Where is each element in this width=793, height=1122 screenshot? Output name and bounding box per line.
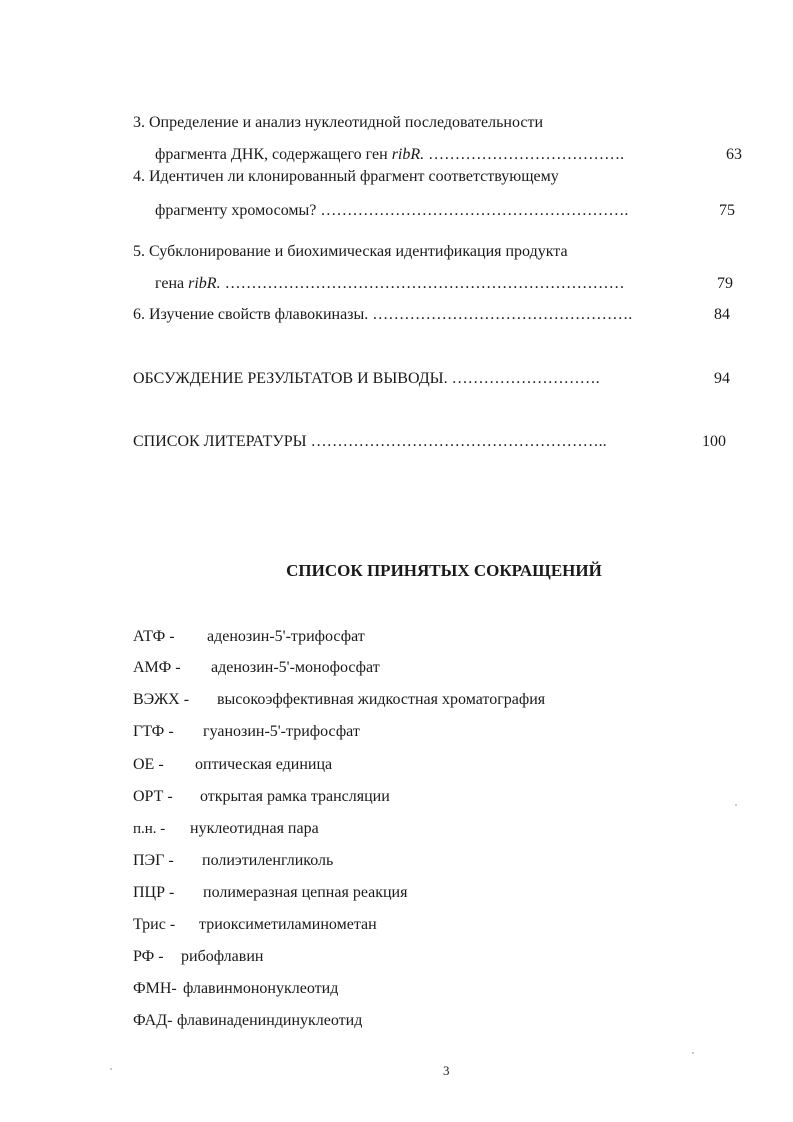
abbr-definition: гуанозин-5'-трифосфат: [203, 723, 360, 740]
abbr-row: [133, 722, 360, 742]
abbr-definition: аденозин-5'-монофосфат: [211, 659, 380, 676]
toc-item-number: 3.: [133, 114, 145, 131]
gene-name: ribR.: [188, 275, 221, 292]
toc-dots: ………………………………………………..: [310, 433, 607, 450]
toc-item-title-cont: фрагмента ДНК, содержащего ген: [155, 146, 392, 163]
toc-page-number: 63: [726, 146, 742, 163]
toc-dots: ………………………………………….: [372, 306, 633, 323]
scan-speck: [692, 1052, 694, 1054]
toc-item-5-line2: [155, 274, 625, 294]
toc-page-number: 94: [714, 370, 730, 387]
toc-dots: …………………………………………………………………: [224, 275, 625, 292]
abbr-row: [133, 1011, 363, 1031]
abbr-row: [133, 787, 390, 807]
abbr-row: [133, 947, 264, 967]
abbr-row: [133, 883, 408, 903]
toc-item-5-line1: [133, 242, 568, 262]
abbr-term: ВЭЖХ -: [133, 691, 190, 708]
abbr-definition: аденозин-5'-трифосфат: [207, 628, 365, 645]
toc-item-title: Идентичен ли клонированный фрагмент соответствующему: [149, 168, 559, 185]
abbr-term: ПЭГ -: [133, 852, 174, 869]
toc-item-6: [133, 305, 632, 325]
toc-page-number: 79: [717, 275, 733, 292]
toc-section-references: [133, 432, 607, 452]
toc-item-4-line1: [133, 167, 559, 187]
toc-dots: ……………………………….: [428, 146, 625, 163]
abbr-definition: высокоэффективная жидкостная хроматография: [217, 691, 546, 708]
abbr-definition: флавинмононуклеотид: [183, 980, 339, 997]
toc-item-title-cont: фрагменту хромосомы?: [155, 202, 317, 219]
toc-item-title: Субклонирование и биохимическая идентификация продукта: [149, 243, 568, 260]
toc-item-3-line1: [133, 113, 543, 133]
page-number: 3: [443, 1063, 450, 1078]
toc-item-3-line2: [155, 145, 624, 165]
scan-speck: [110, 1068, 112, 1070]
abbr-definition: флавинадениндинуклеотид: [177, 1012, 363, 1029]
abbr-row: [133, 658, 380, 678]
abbr-definition: открытая рамка трансляции: [200, 788, 390, 805]
toc-page-number: 75: [719, 202, 735, 219]
toc-page-number: 84: [714, 306, 730, 323]
toc-page-number: 100: [702, 433, 726, 450]
toc-item-title: Определение и анализ нуклеотидной последовательности: [149, 114, 544, 131]
abbr-term: АМФ -: [133, 659, 181, 676]
abbr-term: АТФ -: [133, 628, 175, 645]
toc-item-4-line2: [155, 201, 628, 221]
toc-section-title: ОБСУЖДЕНИЕ РЕЗУЛЬТАТОВ И ВЫВОДЫ.: [133, 370, 448, 387]
toc-dots: ……………………….: [451, 370, 600, 387]
toc-item-number: 6.: [133, 306, 145, 323]
toc-section-title: СПИСОК ЛИТЕРАТУРЫ: [133, 433, 307, 450]
toc-item-number: 5.: [133, 243, 145, 260]
abbr-term: РФ -: [133, 948, 164, 965]
abbr-term: ФАД-: [133, 1012, 173, 1029]
abbr-term: ФМН-: [133, 980, 177, 997]
abbr-definition: нуклеотидная пара: [190, 820, 319, 837]
abbr-term: ГТФ -: [133, 723, 174, 740]
abbr-row: [133, 979, 339, 999]
abbreviations-heading: СПИСОК ПРИНЯТЫХ СОКРАЩЕНИЙ: [286, 561, 602, 580]
toc-item-number: 4.: [133, 168, 145, 185]
toc-dots: ………………………………………………….: [320, 202, 629, 219]
scan-speck: [735, 804, 737, 806]
abbr-row: [133, 627, 365, 647]
abbr-row: [133, 819, 319, 839]
toc-item-title: Изучение свойств флавокиназы.: [149, 306, 369, 323]
abbr-row: [133, 851, 334, 871]
abbr-definition: оптическая единица: [195, 756, 333, 773]
abbr-definition: триоксиметиламинометан: [199, 916, 377, 933]
abbr-term: ОРТ -: [133, 788, 173, 805]
abbr-term: п.н. -: [133, 821, 166, 837]
gene-name: ribR.: [391, 146, 425, 163]
toc-section-discussion: [133, 369, 600, 389]
abbr-term: Трис -: [133, 916, 176, 933]
abbr-definition: полиэтиленгликоль: [202, 852, 334, 869]
abbr-row: [133, 690, 546, 710]
abbr-term: ОЕ -: [133, 756, 164, 773]
abbr-definition: рибофлавин: [181, 948, 264, 965]
abbr-term: ПЦР -: [133, 884, 175, 901]
abbr-row: [133, 915, 377, 935]
toc-item-title-cont: гена: [155, 275, 189, 292]
abbr-definition: полимеразная цепная реакция: [203, 884, 408, 901]
abbr-row: [133, 755, 333, 775]
